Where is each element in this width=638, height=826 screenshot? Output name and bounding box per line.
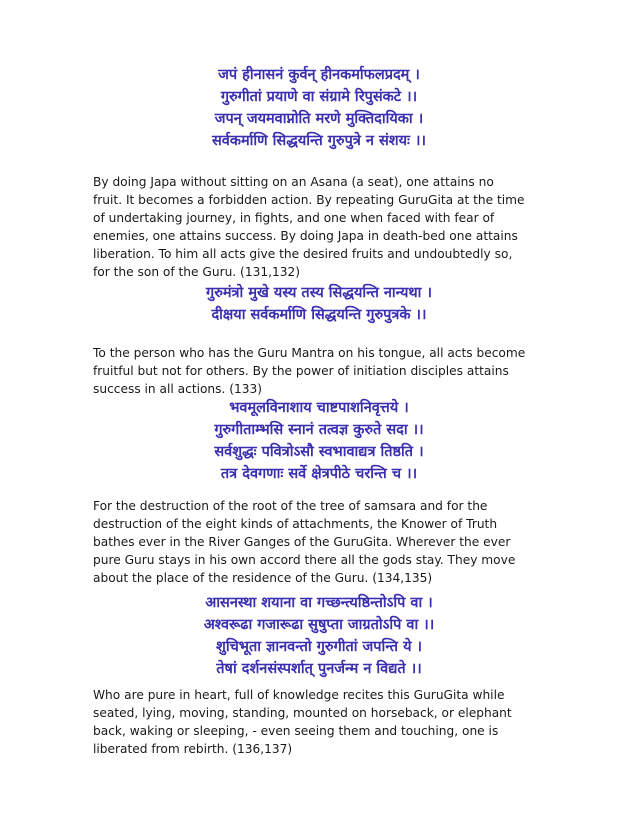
text-line: By doing Japa without sitting on an Asana (a seat), one attains no [93,175,494,189]
verse-line: शुचिभूता ज्ञानवन्तो गुरुगीतां जपन्ति ये । [215,639,423,655]
verse-line: गुरुगीतां प्रयाणे वा संग्रामे रिपुसंकटे ।। [220,89,418,105]
text-line: about the place of the residence of the Guru. (134,135) [93,571,433,585]
text-line: for the son of the Guru. (131,132) [93,265,300,279]
verse-line: जपन् जयमवाप्नोति मरणे मुक्तिदायिका । [214,111,424,127]
text-line: fruit. It becomes a forbidden action. By repeating GuruGita at the time [93,193,525,207]
translation-133 [93,344,563,398]
translation-131-132 [93,173,563,281]
text-line: To the person who has the Guru Mantra on his tongue, all acts become [93,346,526,360]
translation-136-137 [93,686,563,758]
text-line: liberation. To him all acts give the desired fruits and undoubtedly so, [93,247,513,261]
text-line: fruitful but not for others. By the power of initiation disciples attains [93,364,509,378]
text-line: Who are pure in heart, full of knowledge recites this GuruGita while [93,688,505,702]
verse-line: तत्र देवगणाः सर्वे क्षेत्रपीठे चरन्ति च ।। [220,466,418,482]
text-line: enemies, one attains success. By doing Japa in death-bed one attains [93,229,518,243]
verse-line: गुरुगीताम्भसि स्नानं तत्वज्ञ कुरुते सदा ।। [214,422,424,438]
verse-133 [0,282,638,326]
text-line: pure Guru stays in his own accord there all the gods stay. They move [93,553,516,567]
text-line: back, waking or sleeping, - even seeing them and touching, one is [93,724,499,738]
text-line: liberated from rebirth. (136,137) [93,742,293,756]
verse-line: अश्वरूढा गजारूढा सुषुप्ता जाग्रतोऽपि वा ।। [203,617,435,633]
text-line: bathes ever in the River Ganges of the GuruGita. Wherever the ever [93,535,511,549]
text-line: destruction of the eight kinds of attachments, the Knower of Truth [93,517,498,531]
verse-136-137 [0,592,638,680]
verse-line: भवमूलविनाशाय चाष्टपाशनिवृत्तये । [229,400,409,416]
verse-line: तेषां दर्शनसंस्पर्शात् पुनर्जन्म न विद्यते ।। [216,661,422,677]
verse-line: जपं हीनासनं कुर्वन् हीनकर्माफलप्रदम् । [218,67,420,83]
verse-134-135 [0,397,638,485]
text-line: success in all actions. (133) [93,382,263,396]
verse-line: सर्वशुद्धः पवित्रोऽसौ स्वभावाद्यत्र तिष्ठति । [214,444,424,460]
verse-line: गुरुमंत्रो मुखे यस्य तस्य सिद्धयन्ति नान्यथा । [206,285,432,301]
text-line: of undertaking journey, in fights, and one when faced with fear of [93,211,495,225]
translation-134-135 [93,497,563,587]
verse-line: दीक्षया सर्वकर्माणि सिद्धयन्ति गुरुपुत्रके ।। [211,307,427,323]
text-line: For the destruction of the root of the tree of samsara and for the [93,499,488,513]
verse-line: सर्वकर्माणि सिद्धयन्ति गुरुपुत्रे न संशयः ।। [211,133,427,149]
text-line: seated, lying, moving, standing, mounted on horseback, or elephant [93,706,512,720]
verse-131-132 [0,64,638,152]
verse-line: आसनस्था शयाना वा गच्छन्त्यष्ठिन्तोऽपि वा । [205,595,433,611]
